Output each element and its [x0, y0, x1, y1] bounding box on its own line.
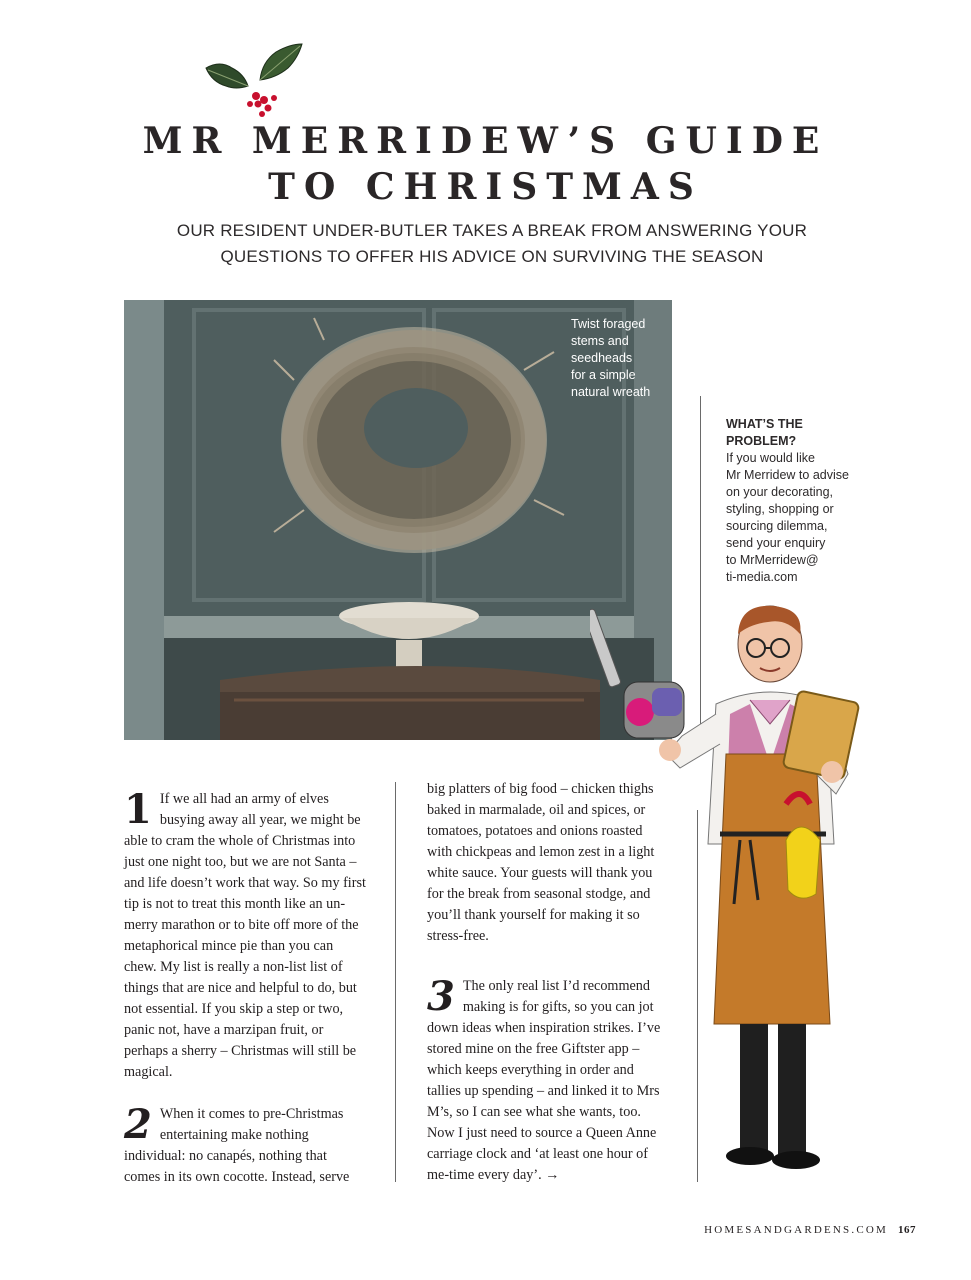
holly-decoration-icon — [198, 38, 308, 126]
title-line-1: MR MERRIDEW’S GUIDE — [142, 120, 829, 162]
tip-1 — [124, 786, 366, 1083]
article-column-1 — [124, 786, 366, 1188]
enquiry-sidebar — [726, 416, 866, 586]
sidebar-heading: WHAT’S THE PROBLEM? — [726, 417, 803, 448]
tip-2 — [124, 1101, 366, 1188]
title-line-2: TO CHRISTMAS — [268, 166, 703, 208]
tip-number-3: 3 — [427, 973, 455, 1020]
photo-caption: Twist foraged stems and seedheads for a simple natural wreath — [571, 317, 651, 399]
tip-3-text: The only real list I’d recommend making is for gifts, so you can jot down ideas when inspiration strikes. I’ve stored mine on the free Giftster app – which keeps everything in order and tallies up spending – and linked it to Mrs M’s, so I can see what she wants, too. Now I just need to source a Queen Anne carriage clock and ‘at least one hour of me-time every day’. → — [427, 978, 661, 1183]
tip-1-text: If we all had an army of elves busying away all year, we might be able to cram the whole of Christmas into just one night too, but we are not Santa – and life doesn’t work that way. So my first tip is not to treat this month like an un-merry marathon or to bite off more of the metaphorical mince pie than you can chew. My list is really a non-list list of things that are nice and helpful to do, but not essential. If you skip a step or two, panic not, have a marzipan fruit, or perhaps a sherry – Christmas will still be magical. — [124, 791, 366, 1080]
footer-site: HOMESANDGARDENS.COM — [704, 1224, 888, 1236]
butler-illustration-icon — [590, 604, 890, 1184]
page-title — [0, 118, 971, 210]
subtitle-line-2: QUESTIONS TO OFFER HIS ADVICE ON SURVIVING THE SEASON — [220, 247, 764, 266]
sidebar-body: If you would like Mr Merridew to advise on your decorating, styling, shopping or sourcing dilemma, send your enquiry to MrMerridew@ ti-media.com — [726, 451, 849, 584]
tip-2-text: When it comes to pre-Christmas entertaining make nothing individual: no canapés, nothing that comes in its own cocotte. Instead, serve — [124, 1106, 350, 1185]
tip-number-2: 2 — [124, 1101, 152, 1148]
tip-number-1: 1 — [124, 786, 152, 833]
tip-2-continued: big platters of big food – chicken thighs baked in marmalade, oil and spices, or tomatoes, potatoes and onions roasted with chickpeas and lemon zest in a light white sauce. Your guests will thank you for the break from seasonal stodge, and you’ll thank yourself for making it so stress-free. — [427, 781, 655, 944]
standfirst — [0, 218, 971, 270]
page-footer — [704, 1224, 916, 1236]
subtitle-line-1: OUR RESIDENT UNDER-BUTLER TAKES A BREAK FROM ANSWERING YOUR — [176, 221, 808, 240]
page-number: 167 — [898, 1224, 916, 1236]
column-divider — [395, 782, 396, 1182]
